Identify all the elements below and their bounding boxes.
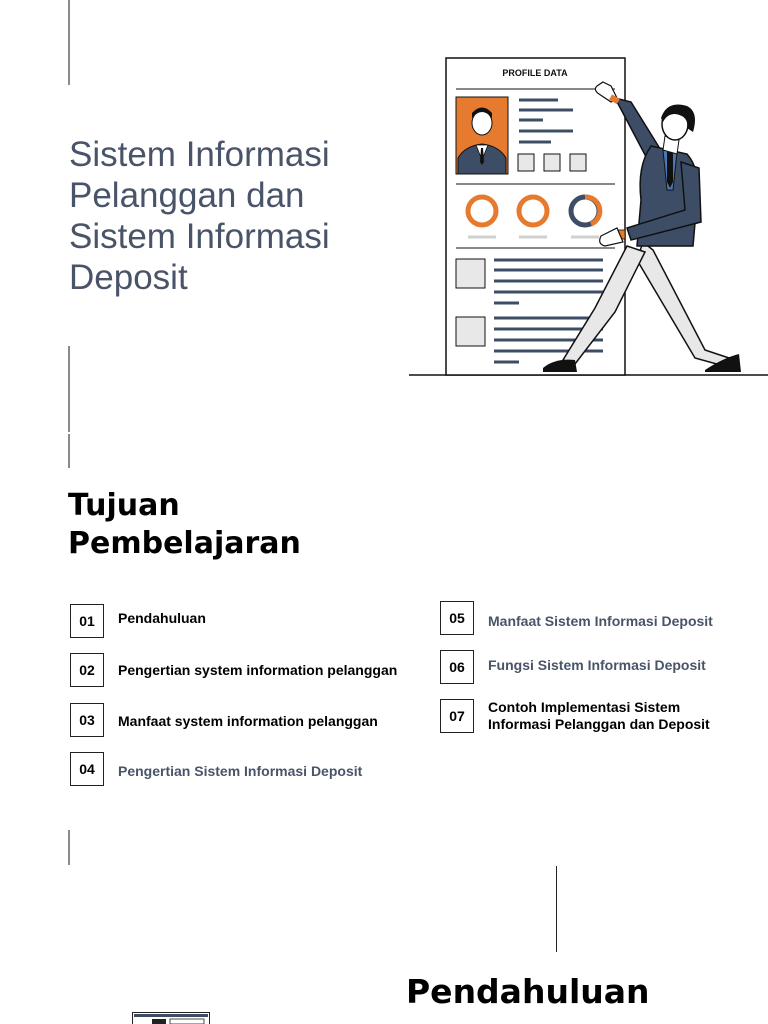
title-line: Deposit bbox=[69, 258, 188, 297]
toc-item-label: Pendahuluan bbox=[118, 610, 206, 626]
toc-number-badge: 06 bbox=[440, 650, 474, 684]
toc-item-label: Informasi Pelanggan dan Deposit bbox=[488, 716, 710, 732]
section-heading-line: Tujuan bbox=[68, 488, 180, 523]
toc-item-label: Manfaat Sistem Informasi Deposit bbox=[488, 613, 713, 629]
divider-line bbox=[68, 346, 70, 432]
page-title bbox=[69, 134, 389, 298]
toc-item-label: Pengertian Sistem Informasi Deposit bbox=[118, 763, 363, 779]
toc-item-label: Contoh Implementasi Sistem bbox=[488, 699, 681, 715]
toc-item[interactable] bbox=[118, 662, 397, 679]
title-line: Sistem Informasi bbox=[69, 135, 330, 174]
title-line: Sistem Informasi bbox=[69, 217, 330, 256]
toc-item[interactable] bbox=[488, 699, 710, 733]
toc-item-label: Manfaat system information pelanggan bbox=[118, 713, 378, 729]
divider-line bbox=[68, 830, 70, 865]
section-heading bbox=[68, 487, 301, 563]
toc-item-label: Fungsi Sistem Informasi Deposit bbox=[488, 657, 706, 673]
divider-line bbox=[68, 0, 70, 85]
card-heading: PROFILE DATA bbox=[502, 68, 568, 78]
toc-item[interactable] bbox=[488, 657, 706, 674]
toc-item[interactable] bbox=[118, 763, 362, 780]
thumbnail-image bbox=[132, 1012, 210, 1024]
toc-item[interactable] bbox=[118, 610, 206, 627]
toc-number-badge: 05 bbox=[440, 601, 474, 635]
section-heading-line: Pembelajaran bbox=[68, 526, 301, 561]
title-line: Pelanggan dan bbox=[69, 176, 305, 215]
toc-number-badge: 02 bbox=[70, 653, 104, 687]
divider-line bbox=[556, 866, 557, 952]
toc-item[interactable] bbox=[488, 613, 713, 630]
toc-number-badge: 03 bbox=[70, 703, 104, 737]
divider-line bbox=[68, 434, 70, 468]
toc-number-badge: 04 bbox=[70, 752, 104, 786]
profile-illustration bbox=[405, 50, 768, 380]
toc-number-badge: 07 bbox=[440, 699, 474, 733]
toc-number-badge: 01 bbox=[70, 604, 104, 638]
next-section-heading: Pendahuluan bbox=[406, 972, 650, 1011]
toc-item[interactable] bbox=[118, 713, 378, 730]
toc-item-label: Pengertian system information pelanggan bbox=[118, 662, 398, 678]
